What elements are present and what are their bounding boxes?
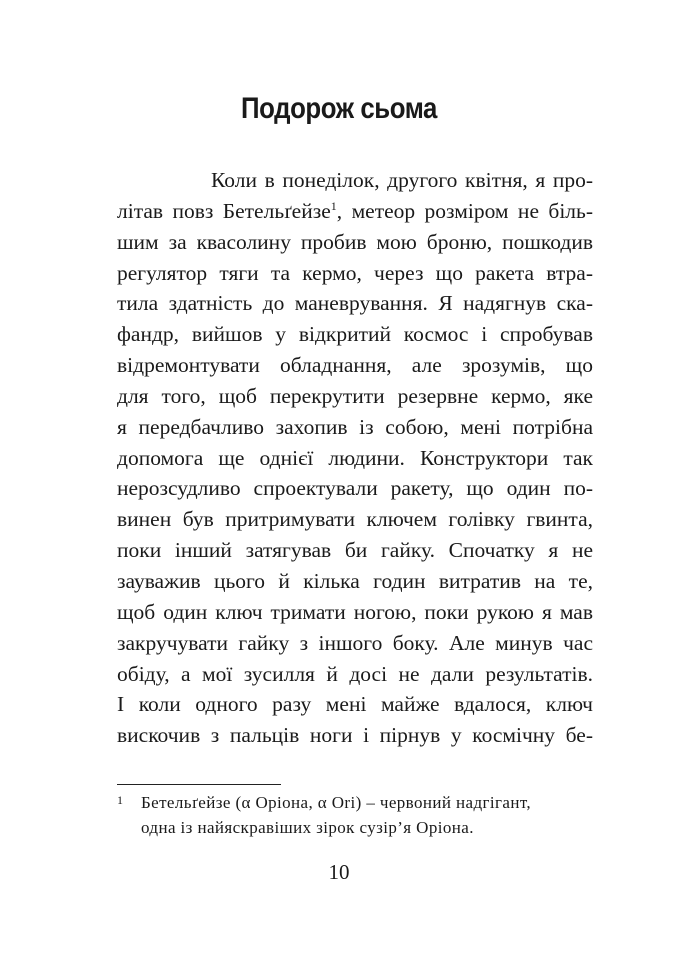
footnote-reference: 1 [330, 198, 337, 213]
text-line: шим за квасолину пробив мою броню, пошкодив [117, 229, 593, 254]
chapter-title: Подорож сьома [241, 92, 437, 125]
text-line: вискочив з пальців ноги і пірнув у космічну бе- [117, 723, 593, 748]
text-line: допомога ще однієї людини. Конструктори так [117, 445, 593, 470]
text-line: закручувати гайку з іншого боку. Але минув час [117, 630, 593, 655]
text-line: нерозсудливо спроектували ракету, що один по- [117, 476, 593, 501]
text-line: поки інший затягував би гайку. Спочатку я не [117, 538, 593, 563]
text-line: літав повз Бетельґейзе$^1$, метеор розміром не біль- [117, 198, 593, 223]
text-line: тила здатність до маневрування. Я надягнув ска- [117, 291, 593, 316]
text-line: регулятор тяги та кермо, через що ракета втра- [117, 260, 593, 285]
footnote-line: Бетельґейзе (α Оріона, α Ori) – червоний надгігант, [141, 793, 532, 812]
text-line: щоб один ключ тримати ногою, поки рукою я мав [117, 599, 593, 624]
text-line: зауважив цього й кілька годин витратив на те, [117, 568, 593, 593]
text-line: для того, щоб перекрутити резервне кермо, яке [117, 383, 593, 408]
text-line [117, 751, 593, 782]
text-line: я передбачливо захопив із собою, мені потрібна [117, 414, 593, 439]
footnote-line: одна із найяскравіших зірок сузір’я Оріона. [141, 818, 474, 837]
text-line: винен був притримувати ключем голівку гвинта, [117, 507, 593, 532]
body-paragraph [117, 165, 593, 844]
text-line: фандр, вийшов у відкритий космос і спробував [117, 322, 593, 347]
text-line: відремонтувати обладнання, але зрозумів, що [117, 353, 593, 378]
footnote-text [117, 790, 593, 840]
page-number: 10 [328, 860, 350, 884]
footnote-mark: 1 [117, 793, 123, 807]
footnote-divider [117, 784, 281, 785]
text-line: Коли в понеділок, другого квітня, я про- [211, 168, 593, 192]
text-line: І коли одного разу мені майже вдалося, ключ [117, 692, 593, 717]
footnote [117, 790, 593, 840]
text-line: обіду, а мої зусилля й досі не дали результатів. [117, 661, 593, 686]
